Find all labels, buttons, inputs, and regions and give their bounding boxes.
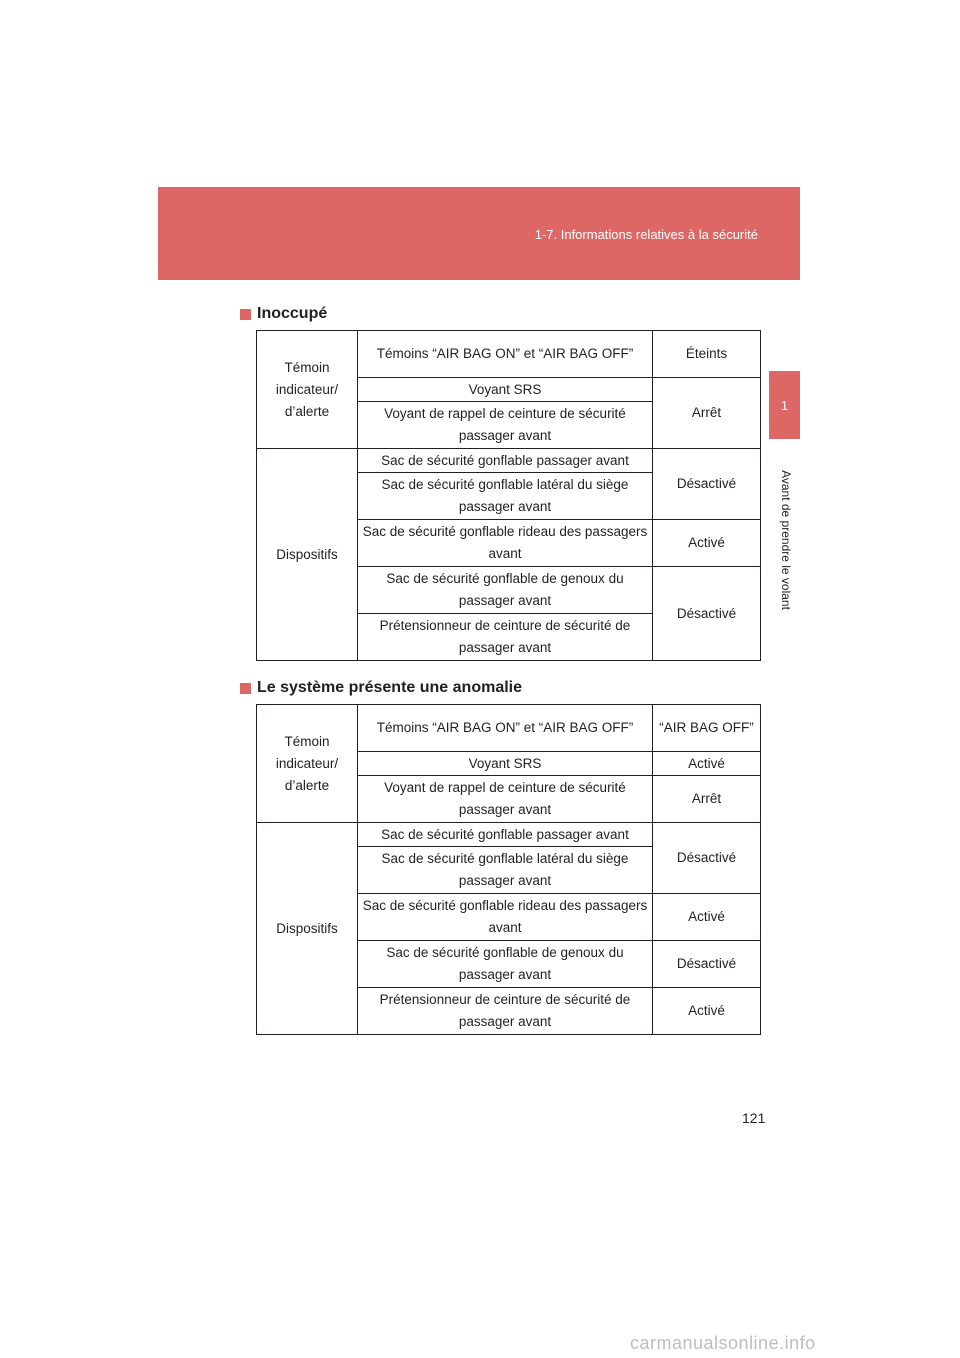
group-cell: Témoin indicateur/ d’alerte bbox=[257, 331, 358, 449]
item-cell: Voyant SRS bbox=[358, 752, 653, 776]
item-cell: Voyant de rappel de ceinture de sécurité passager avant bbox=[358, 776, 653, 823]
chapter-header-band bbox=[158, 187, 800, 280]
watermark: carmanualsonline.info bbox=[630, 1332, 816, 1353]
item-cell: Sac de sécurité gonflable latéral du siège passager avant bbox=[358, 847, 653, 894]
chapter-label: Avant de prendre le volant bbox=[779, 470, 793, 610]
item-cell: Sac de sécurité gonflable rideau des passagers avant bbox=[358, 520, 653, 567]
section-title: 1-7. Informations relatives à la sécurité bbox=[534, 227, 758, 242]
item-cell: Voyant SRS bbox=[358, 378, 653, 402]
group-cell: Témoin indicateur/ d’alerte bbox=[257, 705, 358, 823]
state-cell: “AIR BAG OFF” bbox=[653, 705, 761, 752]
section-heading-inoccupe bbox=[240, 305, 327, 323]
item-cell: Témoins “AIR BAG ON” et “AIR BAG OFF” bbox=[358, 705, 653, 752]
state-cell: Arrêt bbox=[653, 378, 761, 449]
item-cell: Voyant de rappel de ceinture de sécurité passager avant bbox=[358, 402, 653, 449]
state-cell: Désactivé bbox=[653, 567, 761, 661]
section-heading-anomalie bbox=[240, 679, 522, 697]
group-cell: Dispositifs bbox=[257, 449, 358, 661]
chapter-number: 1 bbox=[780, 397, 789, 413]
state-cell: Activé bbox=[653, 894, 761, 941]
item-cell: Sac de sécurité gonflable de genoux du passager avant bbox=[358, 941, 653, 988]
item-cell: Sac de sécurité gonflable passager avant bbox=[358, 449, 653, 473]
square-bullet-icon bbox=[240, 683, 251, 694]
state-cell: Désactivé bbox=[653, 941, 761, 988]
state-cell: Activé bbox=[653, 752, 761, 776]
section-heading-text: Le système présente une anomalie bbox=[257, 679, 522, 696]
state-cell: Éteints bbox=[653, 331, 761, 378]
square-bullet-icon bbox=[240, 309, 251, 320]
item-cell: Sac de sécurité gonflable rideau des passagers avant bbox=[358, 894, 653, 941]
page-number: 121 bbox=[742, 1110, 766, 1126]
table-row bbox=[257, 705, 761, 752]
item-cell: Témoins “AIR BAG ON” et “AIR BAG OFF” bbox=[358, 331, 653, 378]
table-row bbox=[257, 823, 761, 847]
chapter-tab bbox=[769, 371, 800, 439]
state-cell: Arrêt bbox=[653, 776, 761, 823]
table-row bbox=[257, 331, 761, 378]
state-cell: Activé bbox=[653, 520, 761, 567]
item-cell: Sac de sécurité gonflable passager avant bbox=[358, 823, 653, 847]
table-row bbox=[257, 449, 761, 473]
item-cell: Prétensionneur de ceinture de sécurité de passager avant bbox=[358, 988, 653, 1035]
item-cell: Prétensionneur de ceinture de sécurité de passager avant bbox=[358, 614, 653, 661]
state-cell: Désactivé bbox=[653, 823, 761, 894]
state-cell: Activé bbox=[653, 988, 761, 1035]
group-cell: Dispositifs bbox=[257, 823, 358, 1035]
state-cell: Désactivé bbox=[653, 449, 761, 520]
status-table-anomalie bbox=[256, 704, 761, 1035]
item-cell: Sac de sécurité gonflable de genoux du passager avant bbox=[358, 567, 653, 614]
section-heading-text: Inoccupé bbox=[257, 305, 328, 322]
status-table-inoccupe bbox=[256, 330, 761, 661]
item-cell: Sac de sécurité gonflable latéral du siège passager avant bbox=[358, 473, 653, 520]
